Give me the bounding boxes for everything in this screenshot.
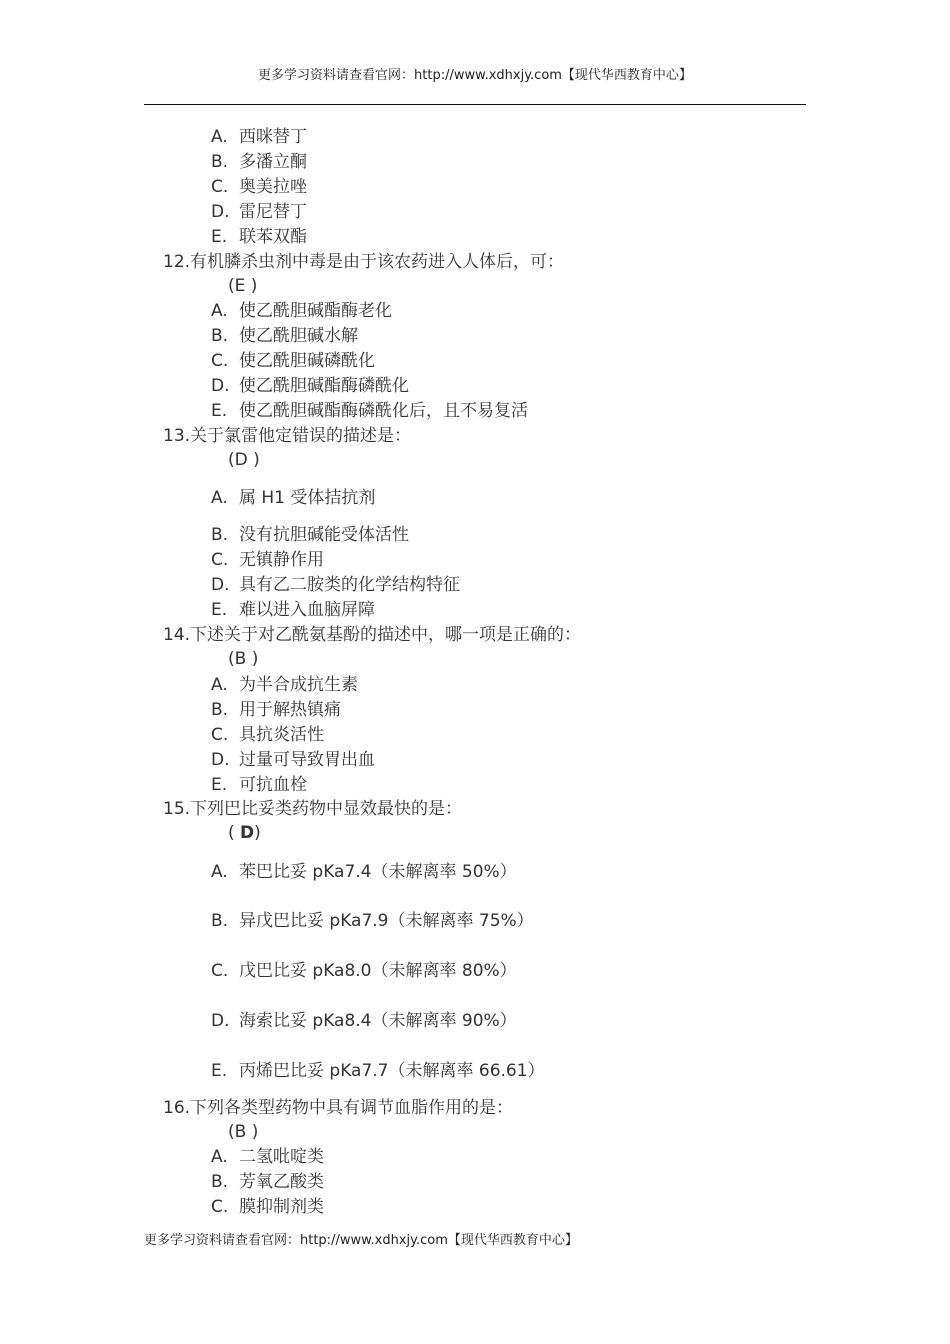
question-number: 15.: [163, 799, 191, 819]
option-line: [211, 909, 534, 933]
option-text: 使乙酰胆碱酯酶磷酰化: [239, 376, 409, 396]
option-text: 用于解热镇痛: [239, 700, 341, 720]
option-text: 联苯双酯: [239, 227, 307, 247]
option-text: 使乙酰胆碱水解: [239, 326, 358, 346]
option-line: [211, 573, 460, 597]
option-line: [211, 1059, 545, 1083]
question-16-answer: (B ): [228, 1122, 259, 1142]
option-text: 使乙酰胆碱磷酰化: [239, 351, 375, 371]
page-header: 更多学习资料请查看官网：http://www.xdhxjy.com【现代华西教育中心】: [258, 68, 692, 83]
option-line: [211, 748, 375, 772]
option-line: [211, 324, 358, 348]
option-line: [211, 399, 528, 423]
option-letter: B.: [211, 700, 229, 720]
option-letter: B.: [211, 911, 229, 931]
option-letter: B.: [211, 525, 229, 545]
option-letter: C.: [211, 961, 229, 981]
option-letter: D.: [211, 202, 230, 222]
option-letter: B.: [211, 326, 229, 346]
option-line: [211, 1170, 324, 1194]
page-footer: 更多学习资料请查看官网：http://www.xdhxjy.com【现代华西教育中心】: [144, 1233, 578, 1248]
option-text: 海索比妥 pKa8.4（未解离率 90%）: [239, 1011, 517, 1031]
header-divider: [144, 104, 806, 105]
question-number: 13.: [163, 426, 191, 446]
answer-open-paren: (: [228, 823, 241, 843]
option-text: 芳氧乙酸类: [239, 1172, 324, 1192]
option-letter: B.: [211, 1172, 229, 1192]
option-text: 异戊巴比妥 pKa7.9（未解离率 75%）: [239, 911, 534, 931]
question-text: 关于氯雷他定错误的描述是：: [190, 426, 412, 446]
option-text: 没有抗胆碱能受体活性: [239, 525, 409, 545]
option-line: [211, 959, 517, 983]
option-line: [211, 225, 307, 249]
option-line: [211, 773, 307, 797]
option-text: 丙烯巴比妥 pKa7.7（未解离率 66.61）: [239, 1061, 545, 1081]
question-15-stem: [163, 797, 462, 821]
option-line: [211, 374, 409, 398]
option-letter: A.: [211, 301, 228, 321]
question-14-answer: (B ): [228, 649, 259, 669]
option-letter: E.: [211, 227, 228, 247]
option-letter: E.: [211, 775, 228, 795]
question-12-answer: (E ): [228, 276, 258, 296]
option-text: 属 H1 受体拮抗剂: [239, 488, 376, 508]
option-text: 多潘立酮: [239, 152, 307, 172]
option-letter: A.: [211, 1147, 228, 1167]
option-line: [211, 1195, 324, 1219]
option-line: [211, 698, 341, 722]
option-letter: C.: [211, 725, 229, 745]
option-line: [211, 125, 307, 149]
question-16-stem: [163, 1096, 513, 1120]
answer-letter: D: [240, 823, 255, 843]
option-text: 使乙酰胆碱酯酶磷酰化后，且不易复活: [239, 401, 528, 421]
option-text: 具有乙二胺类的化学结构特征: [239, 575, 460, 595]
option-text: 西咪替丁: [239, 127, 307, 147]
option-line: [211, 548, 324, 572]
question-text: 下列各类型药物中具有调节血脂作用的是：: [190, 1098, 514, 1118]
option-text: 苯巴比妥 pKa7.4（未解离率 50%）: [239, 862, 517, 882]
option-text: 雷尼替丁: [239, 202, 307, 222]
question-14-stem: [163, 623, 581, 647]
option-letter: A.: [211, 127, 228, 147]
option-letter: A.: [211, 675, 228, 695]
option-text: 使乙酰胆碱酯酶老化: [239, 301, 392, 321]
question-number: 16.: [163, 1098, 191, 1118]
question-number: 12.: [163, 252, 191, 272]
option-line: [211, 486, 375, 510]
option-text: 难以进入血脑屏障: [239, 600, 375, 620]
question-15-answer: [228, 821, 261, 845]
option-text: 具抗炎活性: [239, 725, 324, 745]
option-line: [211, 299, 392, 323]
option-letter: B.: [211, 152, 229, 172]
question-text: 下列巴比妥类药物中显效最快的是：: [190, 799, 463, 819]
question-12-stem: [163, 250, 564, 274]
option-letter: C.: [211, 177, 229, 197]
question-number: 14.: [163, 625, 191, 645]
option-text: 膜抑制剂类: [239, 1197, 324, 1217]
question-13-answer: (D ): [228, 450, 260, 470]
option-line: [211, 673, 358, 697]
option-text: 二氢吡啶类: [239, 1147, 324, 1167]
option-line: [211, 860, 517, 884]
option-text: 无镇静作用: [239, 550, 324, 570]
option-line: [211, 723, 324, 747]
option-line: [211, 175, 307, 199]
question-text: 下述关于对乙酰氨基酚的描述中，哪一项是正确的：: [190, 625, 582, 645]
option-text: 可抗血栓: [239, 775, 307, 795]
option-letter: D.: [211, 575, 230, 595]
option-letter: E.: [211, 401, 228, 421]
answer-close-paren: ): [254, 823, 261, 843]
option-letter: D.: [211, 376, 230, 396]
option-letter: D.: [211, 1011, 230, 1031]
question-13-stem: [163, 424, 411, 448]
option-letter: A.: [211, 862, 228, 882]
option-line: [211, 150, 307, 174]
option-line: [211, 523, 409, 547]
question-text: 有机膦杀虫剂中毒是由于该农药进入人体后，可：: [190, 252, 565, 272]
option-letter: E.: [211, 600, 228, 620]
option-letter: D.: [211, 750, 230, 770]
option-line: [211, 349, 375, 373]
option-letter: E.: [211, 1061, 228, 1081]
option-letter: A.: [211, 488, 228, 508]
option-line: [211, 1009, 517, 1033]
option-text: 戊巴比妥 pKa8.0（未解离率 80%）: [239, 961, 517, 981]
option-letter: C.: [211, 351, 229, 371]
option-text: 过量可导致胃出血: [239, 750, 375, 770]
option-letter: C.: [211, 1197, 229, 1217]
option-letter: C.: [211, 550, 229, 570]
option-line: [211, 200, 307, 224]
option-line: [211, 598, 375, 622]
option-line: [211, 1145, 324, 1169]
option-text: 为半合成抗生素: [239, 675, 358, 695]
option-text: 奥美拉唑: [239, 177, 307, 197]
